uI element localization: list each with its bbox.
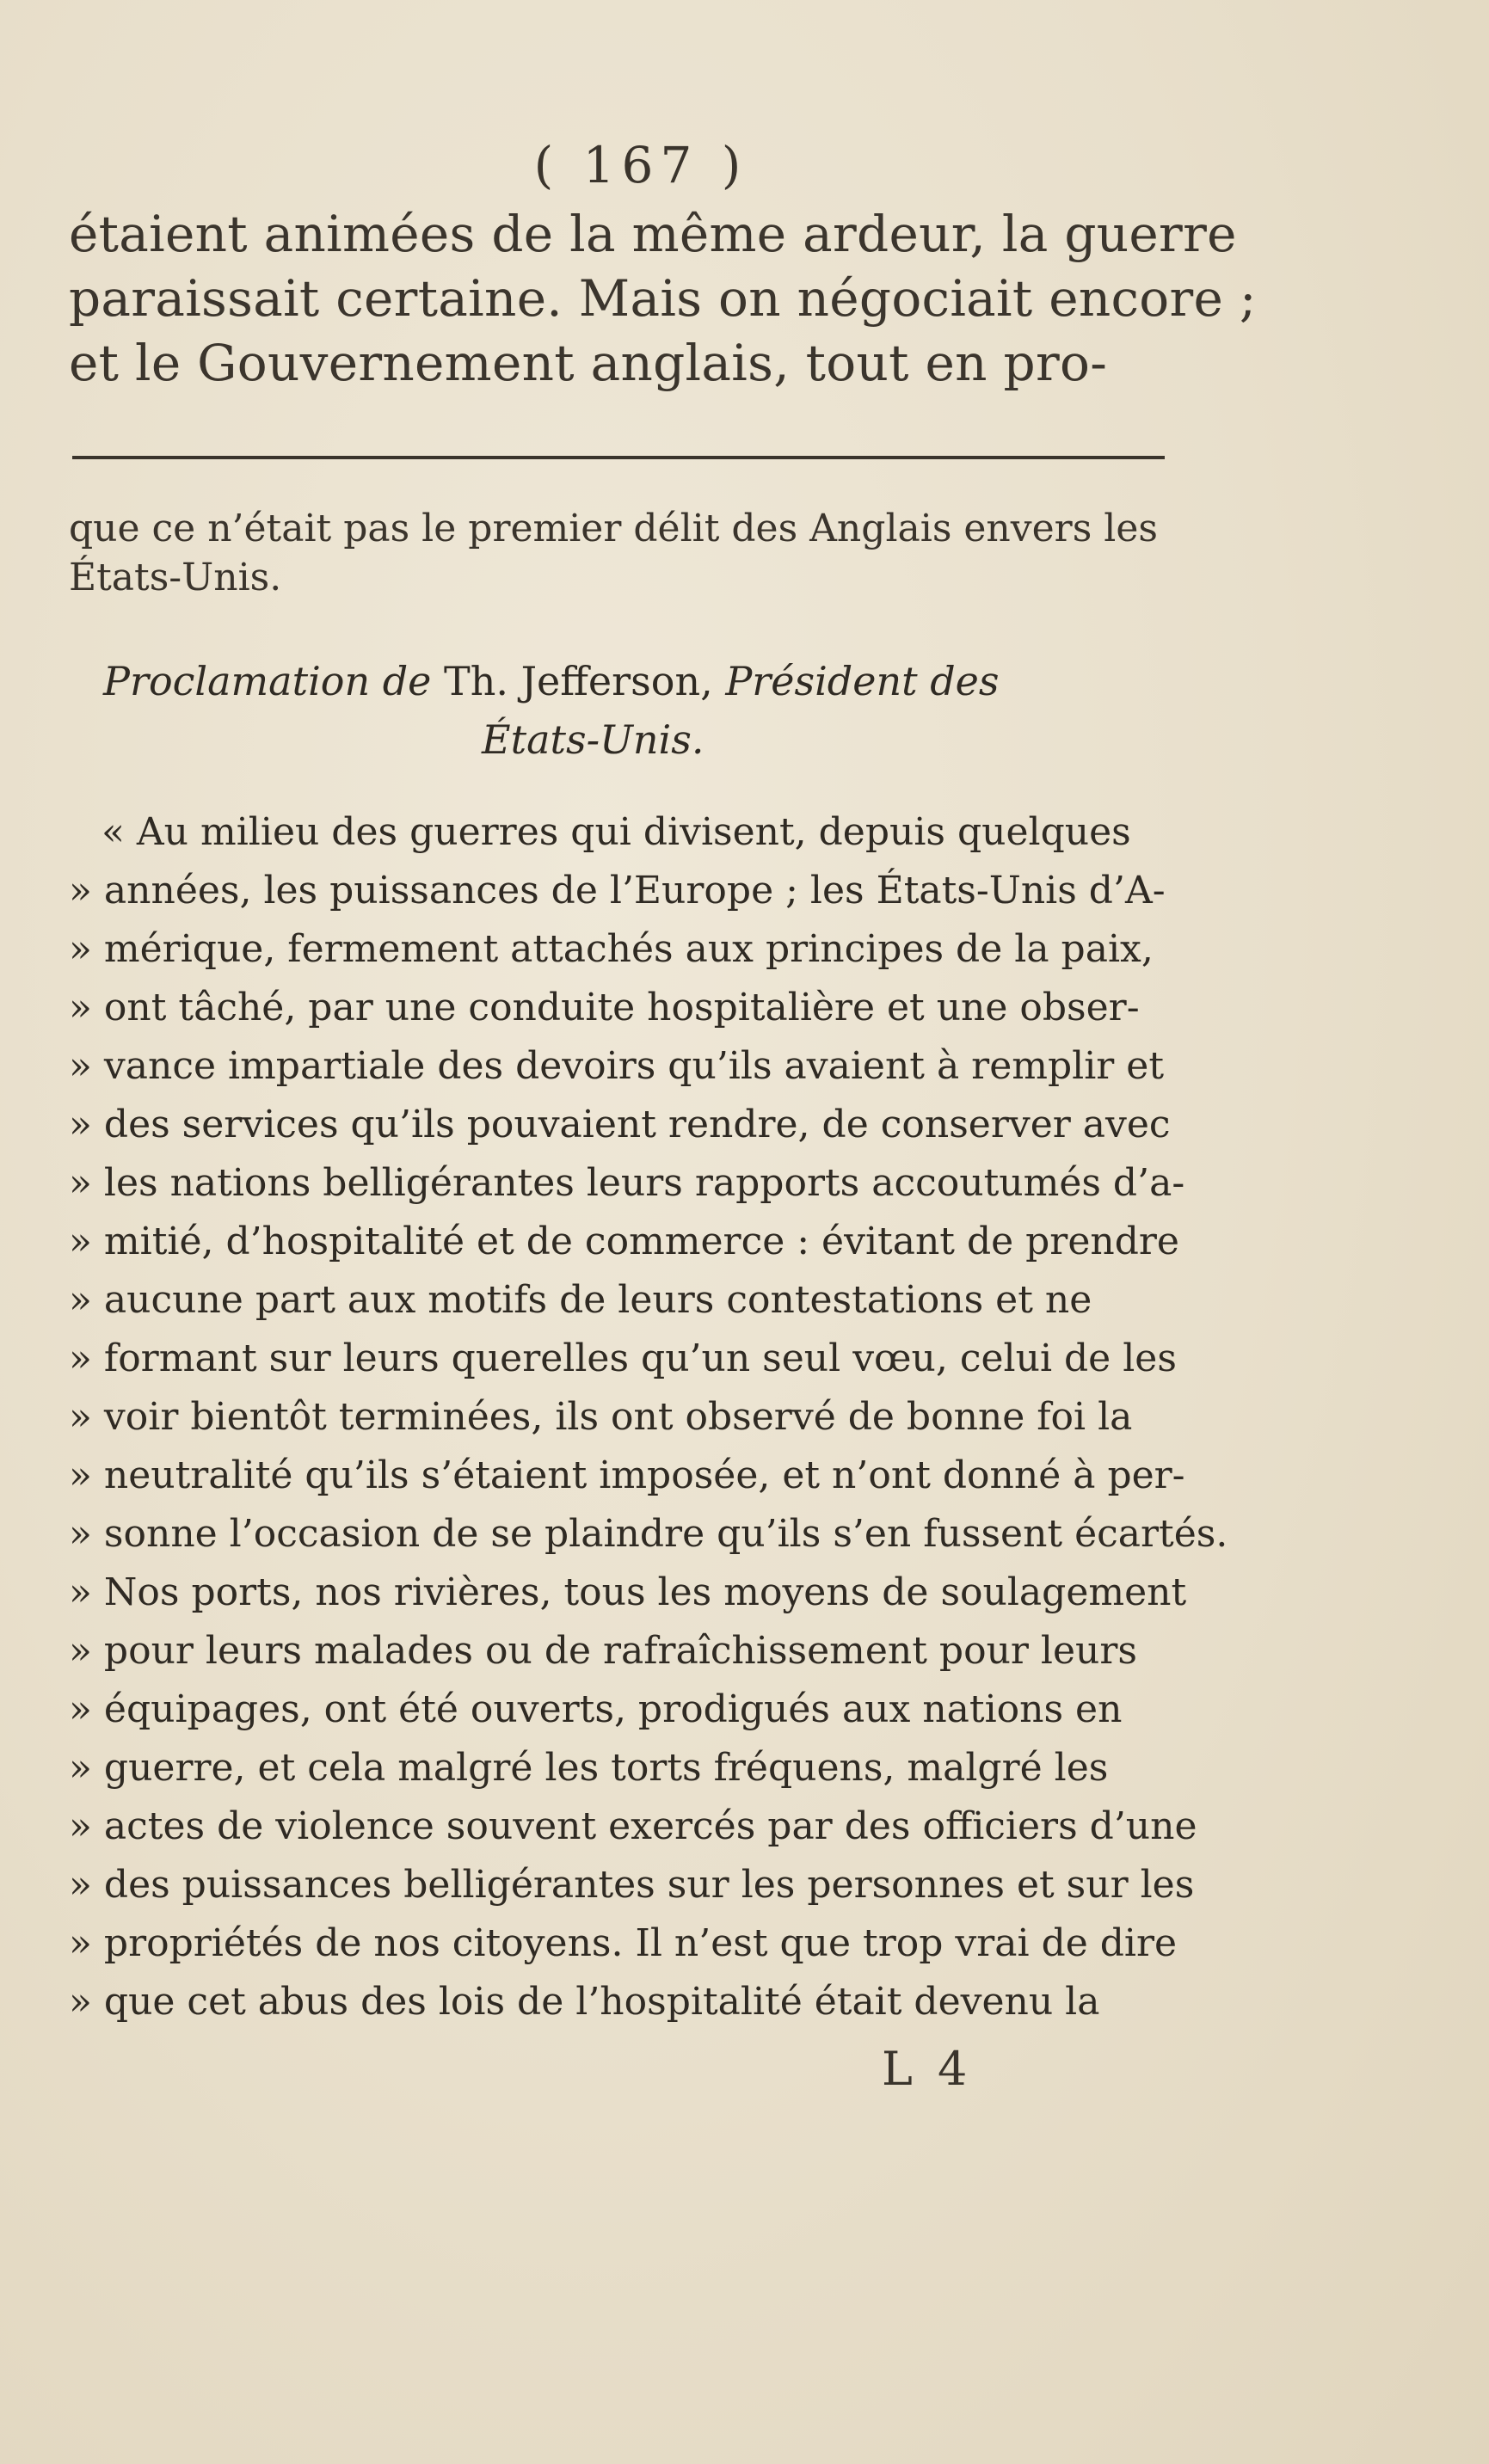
quote-line: » les nations belligérantes leurs rapports accoutumés d’a-: [69, 1161, 1185, 1205]
heading-title: Président des: [725, 658, 1000, 704]
body-line: étaient animées de la même ardeur, la guerre: [69, 205, 1237, 263]
note-line: que ce n’était pas le premier délit des Anglais envers les: [69, 507, 1158, 550]
quote-line: » guerre, et cela malgré les torts fréquens, malgré les: [69, 1746, 1109, 1790]
main-text: [69, 202, 1257, 396]
quote-line: » aucune part aux motifs de leurs contestations et ne: [69, 1278, 1092, 1322]
quote-line: » années, les puissances de l’Europe ; les États-Unis d’A-: [69, 869, 1166, 912]
quote-line: « Au milieu des guerres qui divisent, depuis quelques: [102, 810, 1131, 854]
proclamation-text: [69, 803, 1228, 2031]
quote-line: » Nos ports, nos rivières, tous les moyens de soulagement: [69, 1570, 1187, 1614]
footnote: [69, 504, 1178, 602]
quote-line: » ont tâché, par une conduite hospitalière et une obser-: [69, 986, 1140, 1029]
quote-line: » des services qu’ils pouvaient rendre, de conserver avec: [69, 1103, 1171, 1146]
quote-line: » mérique, fermement attachés aux principes de la paix,: [69, 927, 1154, 971]
quote-line: » neutralité qu’ils s’étaient imposée, et n’ont donné à per-: [69, 1453, 1185, 1497]
page-number: ( 167 ): [533, 136, 748, 194]
heading-proclamation: Proclamation: [103, 658, 371, 704]
heading-name: Th. Jefferson,: [444, 658, 713, 704]
quote-line: » formant sur leurs querelles qu’un seul vœu, celui de les: [69, 1336, 1177, 1380]
heading-de: de: [382, 658, 432, 704]
body-line: paraissait certaine. Mais on négociait encore ;: [69, 269, 1257, 328]
quote-line: » actes de violence souvent exercés par des officiers d’une: [69, 1804, 1197, 1848]
signature-mark: L 4: [882, 2042, 973, 2096]
quote-line: » pour leurs malades ou de rafraîchissement pour leurs: [69, 1629, 1137, 1673]
quote-line: » des puissances belligérantes sur les personnes et sur les: [69, 1863, 1195, 1907]
footnote-divider: [72, 456, 1165, 459]
quote-line: » sonne l’occasion de se plaindre qu’ils s’en fussent écartés.: [69, 1512, 1228, 1556]
quote-line: » que cet abus des lois de l’hospitalité était devenu la: [69, 1980, 1100, 2024]
quote-line: » équipages, ont été ouverts, prodigués aux nations en: [69, 1687, 1123, 1731]
book-page: [69, 129, 1257, 2096]
body-line: et le Gouvernement anglais, tout en pro-: [69, 334, 1108, 392]
quote-line: » vance impartiale des devoirs qu’ils avaient à remplir et: [69, 1044, 1165, 1088]
quote-line: » propriétés de nos citoyens. Il n’est que trop vrai de dire: [69, 1921, 1178, 1965]
note-line: États-Unis.: [69, 556, 282, 599]
proclamation-heading: [69, 652, 1178, 710]
proclamation-heading-line2: États-Unis.: [482, 716, 705, 763]
quote-line: » voir bientôt terminées, ils ont observé de bonne foi la: [69, 1395, 1133, 1439]
quote-line: » mitié, d’hospitalité et de commerce : évitant de prendre: [69, 1220, 1179, 1263]
